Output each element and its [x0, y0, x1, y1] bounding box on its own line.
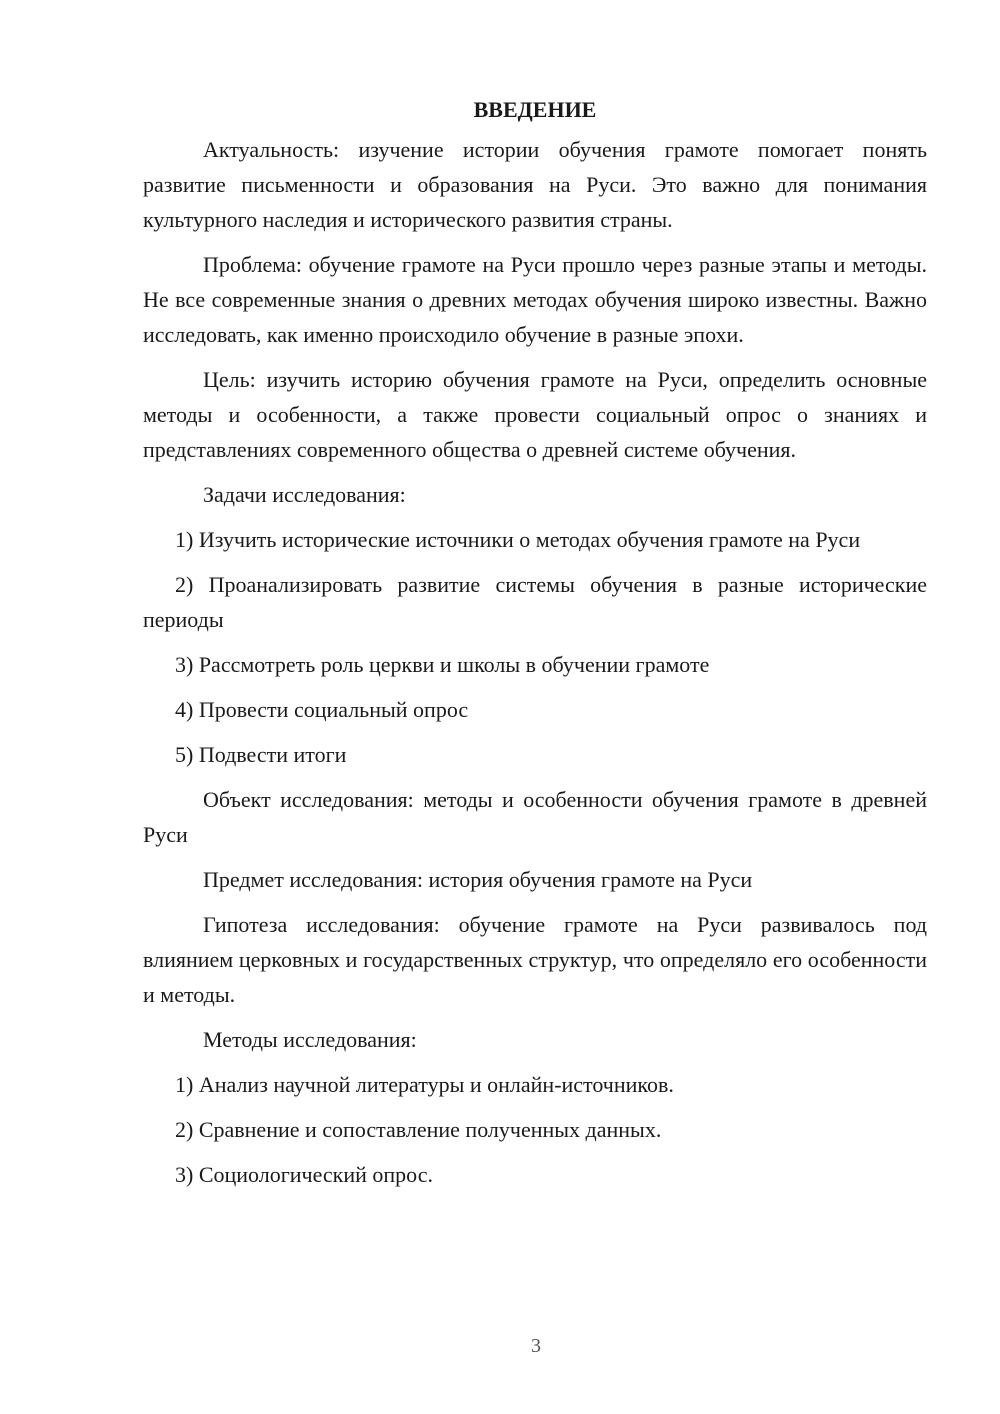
goal-paragraph: Цель: изучить историю обучения грамоте на Руси, определить основные методы и особенности, а также провести социальный опрос о знаниях и представлениях современного общества о древней системе обучения.	[143, 367, 927, 462]
task-item-3: 3) Рассмотреть роль церкви и школы в обучении грамоте	[175, 652, 710, 677]
methods-label: Методы исследования:	[203, 1027, 417, 1052]
task-item-4: 4) Провести социальный опрос	[175, 697, 469, 722]
task-item-2: 2) Проанализировать развитие системы обучения в разные исторические периоды	[143, 572, 927, 632]
subject-paragraph: Предмет исследования: история обучения грамоте на Руси	[203, 867, 753, 892]
section-heading: ВВЕДЕНИЕ	[473, 97, 597, 122]
task-item-1: 1) Изучить исторические источники о методах обучения грамоте на Руси	[175, 527, 861, 552]
page-number: 3	[531, 1335, 541, 1357]
document-page	[143, 92, 927, 1202]
object-paragraph: Объект исследования: методы и особенности обучения грамоте в древней Руси	[143, 787, 927, 847]
tasks-label: Задачи исследования:	[203, 482, 406, 507]
hypothesis-paragraph: Гипотеза исследования: обучение грамоте на Руси развивалось под влиянием церковных и государственных структур, что определяло его особенности и методы.	[143, 912, 927, 1007]
method-item-2: 2) Сравнение и сопоставление полученных данных.	[175, 1117, 662, 1142]
task-item-5: 5) Подвести итоги	[175, 742, 347, 767]
method-item-1: 1) Анализ научной литературы и онлайн-источников.	[175, 1072, 674, 1097]
method-item-3: 3) Социологический опрос.	[175, 1162, 433, 1187]
problem-paragraph: Проблема: обучение грамоте на Руси прошло через разные этапы и методы. Не все современные знания о древних методах обучения широко известны. Важно исследовать, как именно происходило обучение в разные эпохи.	[143, 252, 927, 347]
relevance-paragraph: Актуальность: изучение истории обучения грамоте помогает понять развитие письменности и образования на Руси. Это важно для понимания культурного наследия и исторического развития страны.	[143, 137, 927, 232]
